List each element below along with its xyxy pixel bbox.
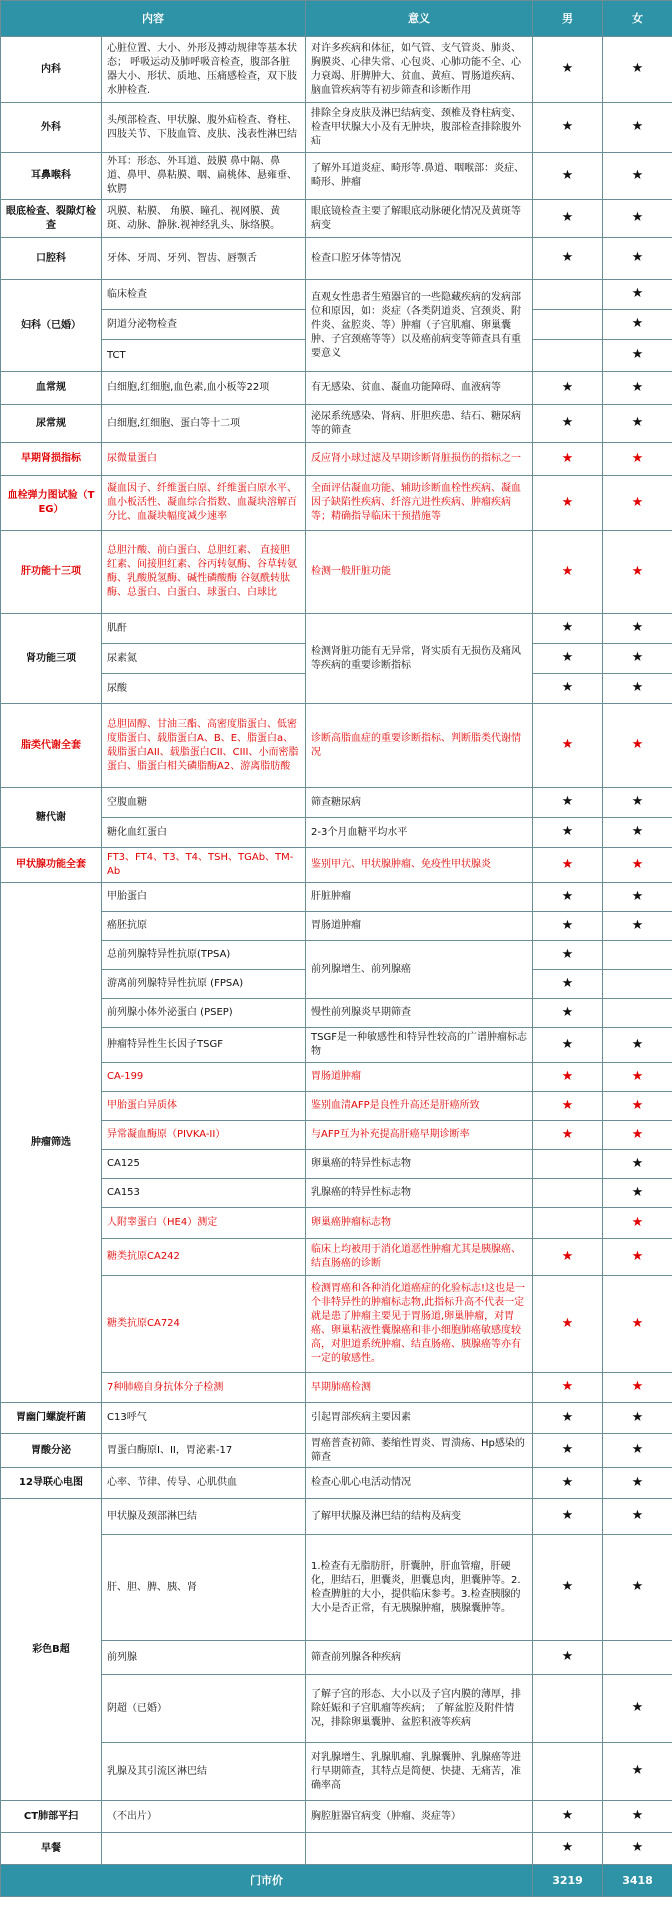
female-star-icon: ★ — [603, 704, 672, 788]
content-cell: 尿素氮 — [102, 644, 306, 674]
table-row — [1, 1150, 672, 1179]
female-star-icon: ★ — [603, 405, 672, 443]
male-star-icon: ★ — [533, 614, 603, 644]
content-cell: 心脏位置、大小、外形及搏动规律等基本状态； 呼吸运动及肺呼吸音检查，腹部各脏器大小、形状、质地、压痛感检查，双下肢水肿检查. — [102, 37, 306, 103]
meaning-cell: 对乳腺增生、乳腺肌瘤、乳腺囊肿、乳腺癌等进行早期筛查，其特点是简便、快捷、无痛苦，准确率高 — [306, 1743, 533, 1801]
male-star-icon: ★ — [533, 999, 603, 1028]
meaning-cell: 直观女性患者生殖器官的一些隐藏疾病的发病部位和原因，如：炎症（各类阴道炎、宫颈炎、附件炎、盆腔炎、等）肿瘤（子宫肌瘤、卵巢囊肿、子宫颈癌等等）以及癌前病变等筛查具有重要意义 — [306, 280, 533, 372]
female-star-icon: ★ — [603, 238, 672, 280]
content-cell: 游离前列腺特异性抗原 (FPSA) — [102, 970, 306, 999]
female-star-icon: ★ — [603, 1179, 672, 1208]
table-row — [1, 1403, 672, 1434]
male-star-icon: ★ — [533, 476, 603, 531]
male-empty-cell — [533, 1208, 603, 1239]
table-row — [1, 788, 672, 818]
male-star-icon: ★ — [533, 818, 603, 848]
male-empty-cell — [533, 1150, 603, 1179]
meaning-cell: TSGF是一种敏感性和特异性较高的广谱肿瘤标志物 — [306, 1028, 533, 1063]
meaning-cell: 胃肠道肿瘤 — [306, 912, 533, 941]
content-cell: 牙体、牙周、牙列、智齿、唇颚舌 — [102, 238, 306, 280]
male-star-icon: ★ — [533, 1276, 603, 1373]
category-cell: 甲状腺功能全套 — [1, 848, 102, 883]
table-row — [1, 1499, 672, 1535]
female-star-icon: ★ — [603, 818, 672, 848]
content-cell: 乳腺及其引流区淋巴结 — [102, 1743, 306, 1801]
meaning-cell: 有无感染、贫血、凝血功能障碍、血液病等 — [306, 372, 533, 405]
content-cell: CA-199 — [102, 1063, 306, 1092]
female-star-icon: ★ — [603, 848, 672, 883]
table-row — [1, 153, 672, 200]
table-row — [1, 1208, 672, 1239]
price-label: 门市价 — [1, 1865, 533, 1897]
male-empty-cell — [533, 280, 603, 310]
table-row — [1, 476, 672, 531]
table-row — [1, 848, 672, 883]
male-star-icon: ★ — [533, 1239, 603, 1276]
male-empty-cell — [533, 1675, 603, 1743]
category-cell: 肿瘤筛选 — [1, 883, 102, 1403]
meaning-cell: 早期肺癌检测 — [306, 1373, 533, 1403]
category-cell: CT肺部平扫 — [1, 1801, 102, 1833]
female-star-icon: ★ — [603, 1499, 672, 1535]
content-cell: 凝血因子、纤维蛋白原、纤维蛋白原水平、血小板活性、凝血综合指数、血凝块溶解百分比、血凝块幅度减少速率 — [102, 476, 306, 531]
content-cell: 糖类抗原CA724 — [102, 1276, 306, 1373]
price-male: 3219 — [533, 1865, 603, 1897]
table-row — [1, 818, 672, 848]
content-cell: 阴道分泌物检查 — [102, 310, 306, 340]
table-row — [1, 200, 672, 238]
category-cell: 糖代谢 — [1, 788, 102, 848]
male-star-icon: ★ — [533, 1121, 603, 1150]
meaning-cell: 眼底镜检查主要了解眼底动脉硬化情况及黄斑等病变 — [306, 200, 533, 238]
header-meaning: 意义 — [306, 1, 533, 37]
meaning-cell: 检测肾脏功能有无异常，肾实质有无损伤及痛风等疾病的重要诊断指标 — [306, 614, 533, 704]
meaning-cell: 与AFP互为补充提高肝癌早期诊断率 — [306, 1121, 533, 1150]
table-row — [1, 405, 672, 443]
category-cell: 12导联心电图 — [1, 1468, 102, 1499]
meaning-cell: 胃肠道肿瘤 — [306, 1063, 533, 1092]
category-cell: 血栓弹力图试验（TEG） — [1, 476, 102, 531]
table-row — [1, 704, 672, 788]
meaning-cell: 肝脏肿瘤 — [306, 883, 533, 912]
meaning-cell: 对许多疾病和体征，如气管、支气管炎、肺炎、胸膜炎、心律失常、心包炎、心肺功能不全、心力衰竭、肝脾肿大、贫血、黄疸、胃肠道疾病、脑血管疾病等有初步筛查和诊断作用 — [306, 37, 533, 103]
male-star-icon: ★ — [533, 644, 603, 674]
content-cell: 白细胞,红细胞,血色素,血小板等22项 — [102, 372, 306, 405]
female-star-icon: ★ — [603, 531, 672, 614]
female-star-icon: ★ — [603, 614, 672, 644]
female-star-icon: ★ — [603, 1801, 672, 1833]
meaning-cell: 卵巢癌的特异性标志物 — [306, 1150, 533, 1179]
male-star-icon: ★ — [533, 37, 603, 103]
female-star-icon: ★ — [603, 1675, 672, 1743]
meaning-cell: 检测胃癌和各种消化道癌症的化验标志!这也是一个非特异性的肿瘤标志物,此指标升高不代表一定就是患了肿瘤主要见于胃肠道,卵巢肿瘤，对胃癌、卵巢粘液性囊腺癌和非小细胞肺癌敏感度较高，对胆道系统肿瘤、结直肠癌、胰腺癌等亦有一定的敏感性。 — [306, 1276, 533, 1373]
meaning-cell: 了解甲状腺及淋巴结的结构及病变 — [306, 1499, 533, 1535]
table-row — [1, 443, 672, 476]
price-female: 3418 — [603, 1865, 672, 1897]
male-star-icon: ★ — [533, 405, 603, 443]
meaning-cell — [306, 1833, 533, 1865]
category-cell: 彩色B超 — [1, 1499, 102, 1801]
female-star-icon: ★ — [603, 1208, 672, 1239]
content-cell — [102, 1833, 306, 1865]
table-row — [1, 1121, 672, 1150]
table-row — [1, 1373, 672, 1403]
category-cell: 肾功能三项 — [1, 614, 102, 704]
content-cell: （不出片） — [102, 1801, 306, 1833]
male-star-icon: ★ — [533, 200, 603, 238]
female-star-icon: ★ — [603, 674, 672, 704]
content-cell: 甲胎蛋白 — [102, 883, 306, 912]
male-star-icon: ★ — [533, 1403, 603, 1434]
female-star-icon: ★ — [603, 788, 672, 818]
content-cell: 胃蛋白酶原I、II，胃泌素-17 — [102, 1434, 306, 1468]
content-cell: 巩膜、粘膜、 角膜、瞳孔、视网膜、黄斑、动脉、静脉.视神经乳头、脉络膜。 — [102, 200, 306, 238]
male-star-icon: ★ — [533, 941, 603, 970]
category-cell: 口腔科 — [1, 238, 102, 280]
female-star-icon: ★ — [603, 912, 672, 941]
male-star-icon: ★ — [533, 1641, 603, 1675]
content-cell: 甲胎蛋白异质体 — [102, 1092, 306, 1121]
female-star-icon: ★ — [603, 153, 672, 200]
category-cell: 胃幽门螺旋杆菌 — [1, 1403, 102, 1434]
meaning-cell: 慢性前列腺炎早期筛查 — [306, 999, 533, 1028]
female-star-icon: ★ — [603, 1092, 672, 1121]
meaning-cell: 引起胃部疾病主要因素 — [306, 1403, 533, 1434]
female-empty-cell — [603, 970, 672, 999]
content-cell: 空腹血糖 — [102, 788, 306, 818]
meaning-cell: 泌尿系统感染、肾病、肝胆疾患、结石、糖尿病等的筛查 — [306, 405, 533, 443]
content-cell: TCT — [102, 340, 306, 372]
content-cell: 总前列腺特异性抗原(TPSA) — [102, 941, 306, 970]
female-empty-cell — [603, 941, 672, 970]
female-star-icon: ★ — [603, 37, 672, 103]
category-cell: 内科 — [1, 37, 102, 103]
male-empty-cell — [533, 1179, 603, 1208]
male-star-icon: ★ — [533, 1028, 603, 1063]
table-row — [1, 531, 672, 614]
content-cell: 人附睾蛋白（HE4）测定 — [102, 1208, 306, 1239]
male-star-icon: ★ — [533, 883, 603, 912]
table-row — [1, 912, 672, 941]
category-cell: 血常规 — [1, 372, 102, 405]
header-female: 女 — [603, 1, 672, 37]
content-cell: 尿酸 — [102, 674, 306, 704]
category-cell: 眼底检查、裂隙灯检查 — [1, 200, 102, 238]
table-row — [1, 372, 672, 405]
content-cell: 糖化血红蛋白 — [102, 818, 306, 848]
content-cell: CA153 — [102, 1179, 306, 1208]
table-row — [1, 1641, 672, 1675]
female-star-icon: ★ — [603, 1276, 672, 1373]
female-star-icon: ★ — [603, 1373, 672, 1403]
meaning-cell: 全面评估凝血功能、辅助诊断血栓性疾病、凝血因子缺陷性疾病、纤溶亢进性疾病、肿瘤疾病等；精确指导临床干预措施等 — [306, 476, 533, 531]
table-row — [1, 1801, 672, 1833]
female-star-icon: ★ — [603, 1468, 672, 1499]
female-star-icon: ★ — [603, 1535, 672, 1641]
male-star-icon: ★ — [533, 848, 603, 883]
table-row — [1, 999, 672, 1028]
female-star-icon: ★ — [603, 340, 672, 372]
male-star-icon: ★ — [533, 443, 603, 476]
content-cell: 总胆汁酸、前白蛋白、总胆红素、 直接胆红素、间接胆红素、谷丙转氨酶、谷草转氨酶、乳酸脱氢酶、碱性磷酸酶 谷氨酰转肽酶、总蛋白、白蛋白、球蛋白、白球比 — [102, 531, 306, 614]
female-star-icon: ★ — [603, 1150, 672, 1179]
female-star-icon: ★ — [603, 476, 672, 531]
content-cell: FT3、FT4、T3、T4、TSH、TGAb、TM-Ab — [102, 848, 306, 883]
category-cell: 尿常规 — [1, 405, 102, 443]
meaning-cell: 检查心肌心电活动情况 — [306, 1468, 533, 1499]
female-star-icon: ★ — [603, 280, 672, 310]
table-row — [1, 1535, 672, 1641]
table-row — [1, 1239, 672, 1276]
category-cell: 早期肾损指标 — [1, 443, 102, 476]
male-star-icon: ★ — [533, 1499, 603, 1535]
male-star-icon: ★ — [533, 153, 603, 200]
table-row — [1, 1276, 672, 1373]
male-star-icon: ★ — [533, 1801, 603, 1833]
female-star-icon: ★ — [603, 200, 672, 238]
table-header-row — [1, 1, 672, 37]
table-row — [1, 941, 672, 970]
male-star-icon: ★ — [533, 788, 603, 818]
female-star-icon: ★ — [603, 644, 672, 674]
female-empty-cell — [603, 999, 672, 1028]
category-cell: 外科 — [1, 103, 102, 153]
content-cell: 头颅部检查、甲状腺、腹外疝检查、脊柱、四肢关节、下肢血管、皮肤、浅表性淋巴结 — [102, 103, 306, 153]
female-empty-cell — [603, 1641, 672, 1675]
male-empty-cell — [533, 340, 603, 372]
content-cell: 甲状腺及颈部淋巴结 — [102, 1499, 306, 1535]
male-star-icon: ★ — [533, 1092, 603, 1121]
category-cell: 肝功能十三项 — [1, 531, 102, 614]
female-star-icon: ★ — [603, 1833, 672, 1865]
meaning-cell: 检查口腔牙体等情况 — [306, 238, 533, 280]
female-star-icon: ★ — [603, 1239, 672, 1276]
meaning-cell: 诊断高脂血症的重要诊断指标、判断脂类代谢情况 — [306, 704, 533, 788]
male-star-icon: ★ — [533, 674, 603, 704]
male-star-icon: ★ — [533, 1063, 603, 1092]
meaning-cell: 了解子宫的形态、大小以及子宫内膜的薄厚，排除妊娠和子宫肌瘤等疾病； 了解盆腔及附件情况，排除卵巢囊肿、盆腔积液等疾病 — [306, 1675, 533, 1743]
female-star-icon: ★ — [603, 883, 672, 912]
table-row — [1, 1675, 672, 1743]
female-star-icon: ★ — [603, 372, 672, 405]
table-row — [1, 1179, 672, 1208]
content-cell: 糖类抗原CA242 — [102, 1239, 306, 1276]
meaning-cell: 卵巢癌肿瘤标志物 — [306, 1208, 533, 1239]
content-cell: 尿微量蛋白 — [102, 443, 306, 476]
male-empty-cell — [533, 310, 603, 340]
male-star-icon: ★ — [533, 531, 603, 614]
table-row — [1, 1468, 672, 1499]
male-star-icon: ★ — [533, 704, 603, 788]
meaning-cell: 前列腺增生、前列腺癌 — [306, 941, 533, 999]
table-row — [1, 280, 672, 310]
table-row — [1, 1028, 672, 1063]
content-cell: 白细胞,红细胞、蛋白等十二项 — [102, 405, 306, 443]
male-star-icon: ★ — [533, 1373, 603, 1403]
content-cell: 阴超（已婚） — [102, 1675, 306, 1743]
content-cell: 癌胚抗原 — [102, 912, 306, 941]
content-cell: 肌酐 — [102, 614, 306, 644]
content-cell: 临床检查 — [102, 280, 306, 310]
male-star-icon: ★ — [533, 1535, 603, 1641]
table-row — [1, 1833, 672, 1865]
content-cell: 7种肺癌自身抗体分子检测 — [102, 1373, 306, 1403]
table-row — [1, 883, 672, 912]
meaning-cell: 排除全身皮肤及淋巴结病变、颈椎及脊柱病变、检查甲状腺大小及有无肿块，腹部检查排除腹外疝 — [306, 103, 533, 153]
meaning-cell: 胃癌普查初筛、萎缩性胃炎、胃溃疡、Hp感染的筛查 — [306, 1434, 533, 1468]
content-cell: 总胆固醇、甘油三酯、高密度脂蛋白、低密度脂蛋白、载脂蛋白A、B、E、脂蛋白a、载脂蛋白AII、载脂蛋白CII、CIII、小而密脂蛋白、脂蛋白相关磷脂酶A2、游离脂肪酸 — [102, 704, 306, 788]
female-star-icon: ★ — [603, 1743, 672, 1801]
category-cell: 妇科（已婚） — [1, 280, 102, 372]
female-star-icon: ★ — [603, 1434, 672, 1468]
content-cell: 心率、节律、传导、心肌供血 — [102, 1468, 306, 1499]
meaning-cell: 2-3个月血糖平均水平 — [306, 818, 533, 848]
male-star-icon: ★ — [533, 238, 603, 280]
category-cell: 脂类代谢全套 — [1, 704, 102, 788]
price-row — [1, 1865, 672, 1897]
meaning-cell: 鉴别甲亢、甲状腺肿瘤、免疫性甲状腺炎 — [306, 848, 533, 883]
category-cell: 胃酸分泌 — [1, 1434, 102, 1468]
female-star-icon: ★ — [603, 1063, 672, 1092]
female-star-icon: ★ — [603, 1403, 672, 1434]
meaning-cell: 了解外耳道炎症、畸形等.鼻道、咽喉部：炎症、畸形、肿瘤 — [306, 153, 533, 200]
content-cell: 前列腺小体外泌蛋白 (PSEP) — [102, 999, 306, 1028]
table-row — [1, 1092, 672, 1121]
meaning-cell: 筛查糖尿病 — [306, 788, 533, 818]
category-cell: 耳鼻喉科 — [1, 153, 102, 200]
header-content: 内容 — [1, 1, 306, 37]
content-cell: 前列腺 — [102, 1641, 306, 1675]
female-star-icon: ★ — [603, 1028, 672, 1063]
category-cell: 早餐 — [1, 1833, 102, 1865]
male-star-icon: ★ — [533, 1434, 603, 1468]
content-cell: 肿瘤特异性生长因子TSGF — [102, 1028, 306, 1063]
male-star-icon: ★ — [533, 970, 603, 999]
meaning-cell: 反应肾小球过滤及早期诊断肾脏损伤的指标之一 — [306, 443, 533, 476]
male-star-icon: ★ — [533, 912, 603, 941]
content-cell: C13呼气 — [102, 1403, 306, 1434]
table-row — [1, 1434, 672, 1468]
content-cell: 外耳：形态、外耳道、鼓膜 鼻中隔、鼻道、鼻甲、鼻粘膜、咽、扁桃体、悬雍垂、软腭 — [102, 153, 306, 200]
content-cell: CA125 — [102, 1150, 306, 1179]
female-star-icon: ★ — [603, 1121, 672, 1150]
male-empty-cell — [533, 1743, 603, 1801]
female-star-icon: ★ — [603, 443, 672, 476]
table-row — [1, 1063, 672, 1092]
meaning-cell: 鉴别血清AFP是良性升高还是肝癌所致 — [306, 1092, 533, 1121]
meaning-cell: 检测一般肝脏功能 — [306, 531, 533, 614]
male-star-icon: ★ — [533, 1468, 603, 1499]
male-star-icon: ★ — [533, 1833, 603, 1865]
male-star-icon: ★ — [533, 103, 603, 153]
table-row — [1, 238, 672, 280]
female-star-icon: ★ — [603, 103, 672, 153]
content-cell: 肝、胆、脾、胰、肾 — [102, 1535, 306, 1641]
table-row — [1, 1743, 672, 1801]
table-row — [1, 37, 672, 103]
female-star-icon: ★ — [603, 310, 672, 340]
table-row — [1, 103, 672, 153]
male-star-icon: ★ — [533, 372, 603, 405]
meaning-cell: 临床上均被用于消化道恶性肿瘤尤其是胰腺癌、结直肠癌的诊断 — [306, 1239, 533, 1276]
meaning-cell: 乳腺癌的特异性标志物 — [306, 1179, 533, 1208]
table-row — [1, 614, 672, 644]
meaning-cell: 筛查前列腺各种疾病 — [306, 1641, 533, 1675]
content-cell: 异常凝血酶原（PIVKA-II） — [102, 1121, 306, 1150]
header-male: 男 — [533, 1, 603, 37]
meaning-cell: 1.检查有无脂肪肝，肝囊肿，肝血管瘤，肝硬化，胆结石，胆囊炎，胆囊息肉，胆囊肿等。2.检查脾脏的大小，提供临床参考。3.检查胰腺的大小是否正常，有无胰腺肿瘤，胰腺囊肿等。 — [306, 1535, 533, 1641]
meaning-cell: 胸腔脏器官病变（肿瘤、炎症等） — [306, 1801, 533, 1833]
